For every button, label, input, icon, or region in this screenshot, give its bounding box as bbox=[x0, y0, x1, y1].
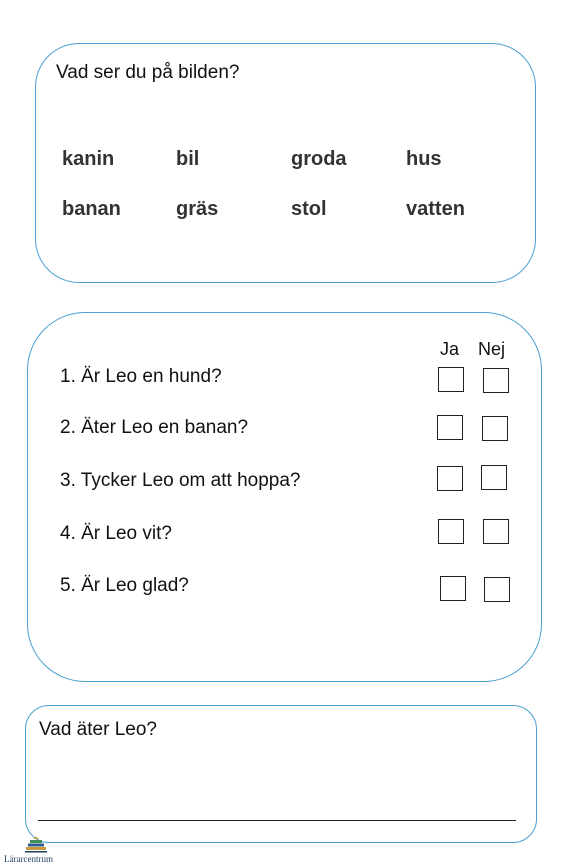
question-5-yes-checkbox[interactable] bbox=[440, 576, 466, 601]
question-3-no-checkbox[interactable] bbox=[481, 465, 507, 490]
question-2: 2. Äter Leo en banan? bbox=[60, 417, 249, 438]
question-2-no-checkbox[interactable] bbox=[482, 416, 508, 441]
word-option: groda bbox=[291, 148, 347, 170]
word-option: banan bbox=[62, 198, 121, 220]
question-4-yes-checkbox[interactable] bbox=[438, 519, 464, 544]
word-option: kanin bbox=[62, 148, 115, 170]
question-5: 5. Är Leo glad? bbox=[60, 575, 189, 596]
question-1: 1. Är Leo en hund? bbox=[60, 366, 222, 387]
word-option: vatten bbox=[406, 198, 465, 220]
picture-prompt: Vad ser du på bilden? bbox=[56, 62, 240, 83]
question-4: 4. Är Leo vit? bbox=[60, 523, 172, 544]
no-column-label: Nej bbox=[478, 339, 506, 359]
question-5-no-checkbox[interactable] bbox=[484, 577, 510, 602]
books-icon bbox=[24, 836, 48, 854]
word-option: hus bbox=[406, 148, 442, 170]
word-option: gräs bbox=[176, 198, 219, 220]
question-3: 3. Tycker Leo om att hoppa? bbox=[60, 470, 301, 491]
question-3-yes-checkbox[interactable] bbox=[437, 466, 463, 491]
logo-text: Lärarcentrum bbox=[4, 854, 53, 864]
question-4-no-checkbox[interactable] bbox=[483, 519, 509, 544]
question-1-no-checkbox[interactable] bbox=[483, 368, 509, 393]
lararcentrum-logo bbox=[4, 836, 74, 865]
open-question-prompt: Vad äter Leo? bbox=[39, 719, 157, 740]
answer-line[interactable] bbox=[38, 820, 516, 821]
question-1-yes-checkbox[interactable] bbox=[438, 367, 464, 392]
word-option: stol bbox=[291, 198, 327, 220]
yes-column-label: Ja bbox=[440, 339, 460, 359]
question-2-yes-checkbox[interactable] bbox=[437, 415, 463, 440]
word-option: bil bbox=[176, 148, 200, 170]
